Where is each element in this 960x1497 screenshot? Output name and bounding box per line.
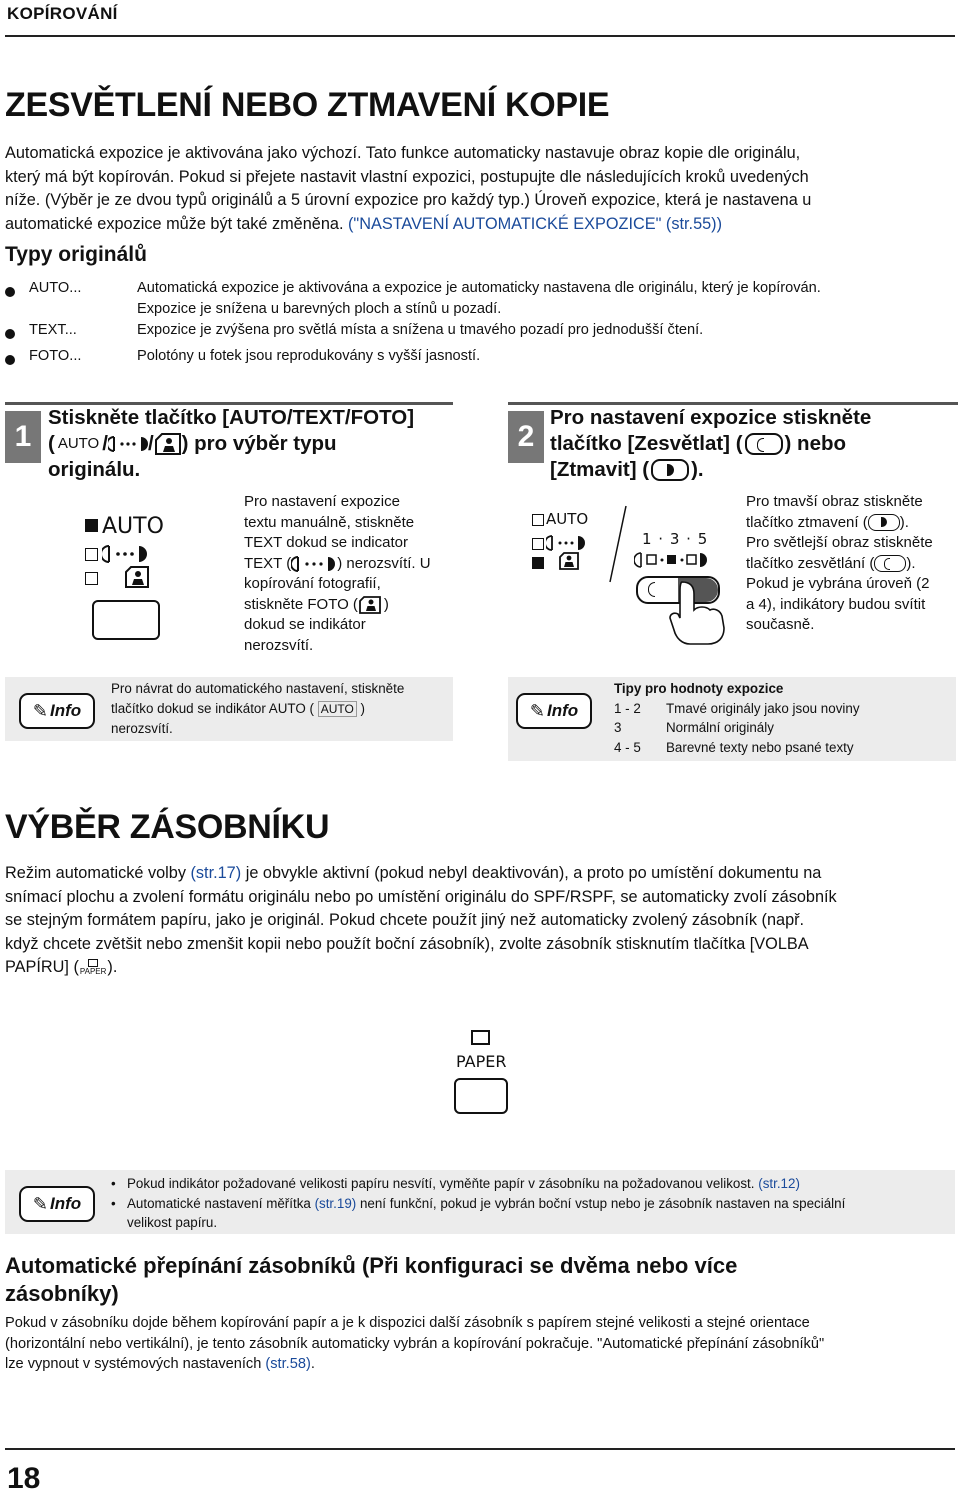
lighten-icon [874, 555, 906, 572]
page-title: ZESVĚTLENÍ NEBO ZTMAVENÍ KOPIE [5, 86, 610, 124]
intro-paragraph [5, 142, 955, 236]
paper-button-illustration [440, 1020, 530, 1120]
intro-line: Automatická expozice je aktivována jako výchozí. Tato funkce automaticky nastavuje obraz kopie dle originálu, [5, 144, 801, 162]
tips-title: Tipy pro hodnoty expozice [614, 681, 784, 696]
paper-select-icon: PAPER [80, 959, 107, 976]
step-1-title: Stiskněte tlačítko [AUTO/TEXT/FOTO] ( AUTO / / ) pro výběr typu originálu. [48, 406, 415, 481]
info-bullet: • Automatické nastavení měřítka (str.19) není funkční, pokud je vybrán boční vstup nebo je zásobník nastaven na speciální velikost papíru. [111, 1195, 846, 1230]
type-item-text: TEXT... Expozice je zvýšena pro světlá místa a snížena u tmavého pozadí pro jednodušší čtení. [5, 320, 955, 346]
intro-line: níže. (Výběr je ze dvou typů originálů a 5 úrovní expozice pro každý typ.) Úroveň expozice, která je nastavena u [5, 191, 812, 209]
pencil-icon: ✎ [529, 700, 545, 721]
info-badge: ✎ Info [516, 693, 592, 729]
bullet-icon [5, 355, 15, 365]
step-2-number: 2 [508, 411, 544, 463]
types-list [5, 278, 955, 372]
photo-mode-icon [124, 565, 150, 589]
bullet-icon [5, 329, 15, 339]
info-badge: ✎ Info [19, 1186, 95, 1222]
auto-indicator [532, 514, 544, 526]
panel-auto-label: AUTO [546, 510, 589, 528]
tips-row: 1 - 2 Tmavé originály jako jsou noviny [614, 700, 860, 716]
paper-icon [471, 1030, 490, 1045]
paper-size-link[interactable]: (str.12) [758, 1176, 800, 1191]
darken-icon [651, 459, 689, 481]
info-badge: ✎ Info [19, 693, 95, 729]
info-box-tips [508, 677, 956, 761]
type-item-auto: AUTO... Automatická expozice je aktivována a expozice je automaticky nastavena dle originálu, který je kopírován. Expozice je snížena u barevných ploch a stínů u pozadí. [5, 278, 955, 320]
tips-row: 3 Normální originály [614, 720, 774, 735]
intro-line: který má být kopírován. Pokud si přejete nastavit vlastní expozici, postupujte dle následujících kroků uvedených [5, 167, 809, 186]
system-settings-link[interactable]: (str.58) [265, 1356, 311, 1372]
panel-divider [608, 504, 628, 584]
auto-exposure-link[interactable]: ("NASTAVENÍ AUTOMATICKÉ EXPOZICE" (str.55)) [348, 214, 723, 233]
type-item-foto: FOTO... Polotóny u fotek jsou reprodukovány s vyšší jasností. [5, 346, 955, 372]
exposure-scale-label: 1 · 3 · 5 [642, 530, 709, 548]
tray-paragraph: Režim automatické volby (str.17) je obvykle aktivní (pokud nebyl deaktivován), a proto po umístění dokumentu na snímací plochu a zvolení formátu originálu nebo po umístění originálu do SPF/RSPF, se automaticky zvolí zásobník se stejným formátem papíru, jako je originál. Pokud chcete použít jiný než automaticky zvolený zásobník (např. když chcete zvětšit nebo zmenšit kopii nebo použít boční zásobník), zvolte zásobník stisknutím tlačítka [VOLBA PAPÍRU] ( PAPER ). [5, 864, 837, 977]
photo-mode-icon [358, 595, 384, 615]
text-indicator [85, 548, 98, 561]
section-header: KOPÍROVÁNÍ [7, 4, 118, 23]
step-1-panel [80, 510, 220, 640]
step-2-title: Pro nastavení expozice stiskněte tlačítko [Zesvětlat] ( ) nebo [Ztmavit] ( ). [550, 406, 872, 481]
text-mode-icon [546, 533, 586, 553]
step-2-description: Pro tmavší obraz stiskněte tlačítko ztmavení ( ). Pro světlejší obraz stiskněte tlačítko zesvětlání ( ). Pokud je vybrána úroveň (2 a 4), indikátory budou svítit současně. [746, 493, 933, 633]
photo-indicator [532, 557, 544, 569]
tips-row: 4 - 5 Barevné texty nebo psané texty [614, 739, 854, 755]
types-heading: Typy originálů [5, 243, 147, 266]
lighten-icon [745, 433, 783, 455]
bullet-icon [5, 287, 15, 297]
pencil-icon: ✎ [32, 1193, 48, 1214]
auto-text-foto-button[interactable] [92, 600, 160, 640]
page-number: 18 [7, 1462, 41, 1495]
text-mode-icon [108, 433, 148, 455]
auto-switch-paragraph: Pokud v zásobníku dojde během kopírování papír a je k dispozici další zásobník s papírem stejné velikosti a stejné orientace (horizontální nebo vertikální), je tento zásobník automaticky vybrán a kopírování pokračuje. "Automatické přepínání zásobníků" lze vypnout v systémových nastaveních (str.58). [5, 1315, 825, 1372]
paper-label: PAPER [456, 1052, 507, 1071]
finger-icon [662, 580, 732, 645]
step-1-description: Pro nastavení expozice textu manuálně, stiskněte TEXT dokud se indicator TEXT ( ) nerozsvítí. U kopírování fotografií, stiskněte FOTO ( ) dokud se indikátor nerozsvítí. [244, 493, 431, 654]
auto-switch-heading: Automatické přepínání zásobníků (Při konfiguraci se dvěma nebo více zásobníky) [5, 1253, 738, 1306]
footer-divider [5, 1448, 955, 1450]
auto-icon: AUTO [318, 701, 357, 717]
text-mode-icon [102, 542, 148, 566]
step-1-number: 1 [5, 411, 41, 463]
header-divider [5, 35, 955, 37]
photo-mode-icon [154, 432, 182, 456]
text-mode-icon [291, 555, 337, 573]
photo-mode-icon [558, 551, 580, 571]
panel-auto-label: AUTO [102, 514, 164, 539]
photo-indicator [85, 572, 98, 585]
text-indicator [532, 538, 544, 550]
auto-icon: AUTO [57, 435, 100, 452]
info-bullet: • Pokud indikátor požadované velikosti papíru nesvítí, vyměňte papír v zásobníku na požadovanou velikost. (str.12) [111, 1176, 800, 1191]
info-box-auto: ✎ Info Pro návrat do automatického nastavení, stiskněte tlačítko dokud se indikátor AUTO ( AUTO ) nerozsvítí. [5, 677, 453, 741]
scale-link[interactable]: (str.19) [314, 1195, 357, 1211]
auto-indicator [85, 519, 98, 532]
auto-select-link[interactable]: (str.17) [190, 864, 242, 882]
step-2-panel [512, 500, 732, 645]
darken-icon [868, 514, 900, 531]
info-box-tray [5, 1170, 955, 1234]
pencil-icon: ✎ [32, 700, 48, 721]
intro-line: automatické expozice může být také změněna. ("NASTAVENÍ AUTOMATICKÉ EXPOZICE" (str.55)) [5, 214, 723, 233]
tray-section-title: VÝBĚR ZÁSOBNÍKU [5, 808, 330, 846]
paper-select-button[interactable] [454, 1078, 508, 1114]
exposure-level-indicators [634, 550, 712, 570]
